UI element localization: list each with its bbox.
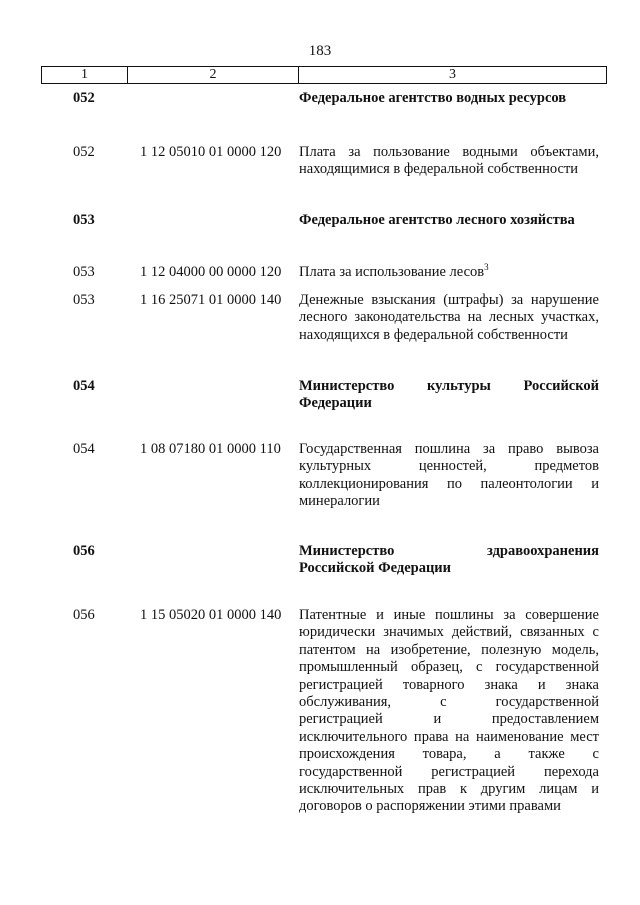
description-line: Федеральное агентство лесного хозяйства bbox=[299, 212, 575, 228]
admin-code: 056 bbox=[73, 607, 95, 623]
description-line: лесного законодательства на лесных участках, bbox=[299, 309, 599, 326]
description-line: договоров о распоряжении этими правами bbox=[299, 798, 561, 815]
revenue-description bbox=[299, 264, 599, 281]
description-line: государственной регистрацией перехода bbox=[299, 763, 599, 780]
description-line: находящимися в федеральной собственности bbox=[299, 161, 579, 178]
admin-code: 053 bbox=[73, 264, 95, 280]
admin-code: 056 bbox=[73, 543, 95, 559]
description-line: Государственная пошлина за право вывоза bbox=[299, 441, 599, 457]
description-line: Российской Федерации bbox=[299, 560, 452, 577]
agency-name bbox=[299, 543, 599, 578]
budget-classification-code: 1 12 04000 00 0000 120 bbox=[140, 264, 282, 280]
description-line: Министерство культуры Российской bbox=[299, 378, 599, 394]
header-col-1: 1 bbox=[42, 67, 128, 83]
header-col-3: 3 bbox=[449, 67, 456, 82]
description-line: минералогии bbox=[299, 493, 380, 510]
budget-classification-code: 1 12 05010 01 0000 120 bbox=[140, 144, 282, 160]
revenue-description bbox=[299, 607, 599, 816]
description-line: Плата за пользование водными объектами, bbox=[299, 144, 599, 160]
description-line: находящихся в федеральной собственности bbox=[299, 326, 568, 343]
description-line: регистрацией и предоставлением bbox=[299, 711, 599, 728]
description-line: Денежные взыскания (штрафы) за нарушение bbox=[299, 292, 599, 308]
description-line: исключительного права на наименование мест bbox=[299, 728, 599, 745]
description-line: промышленный образец, с государственной bbox=[299, 659, 599, 676]
budget-classification-code: 1 08 07180 01 0000 110 bbox=[140, 441, 281, 457]
description-line: регистрацией товарного знака и знака bbox=[299, 676, 599, 693]
description-line: культурных ценностей, предметов bbox=[299, 458, 599, 475]
admin-code: 054 bbox=[73, 441, 95, 457]
admin-code: 052 bbox=[73, 144, 95, 160]
agency-name bbox=[299, 212, 599, 229]
description-line: обслуживания, с государственной bbox=[299, 693, 599, 710]
page-number: 183 bbox=[308, 43, 332, 59]
description-line: юридически значимых действий, связанных с bbox=[299, 624, 599, 641]
admin-code: 053 bbox=[73, 292, 95, 308]
description-line: коллекционирования по палеонтологии и bbox=[299, 475, 599, 492]
description-line: Министерство здравоохранения bbox=[299, 543, 599, 559]
admin-code: 053 bbox=[73, 212, 95, 228]
description-line: Федерации bbox=[299, 395, 372, 412]
revenue-description bbox=[299, 144, 599, 179]
description-line: патентом на изобретение, полезную модель, bbox=[299, 641, 599, 658]
budget-classification-code: 1 16 25071 01 0000 140 bbox=[140, 292, 282, 308]
budget-classification-code: 1 15 05020 01 0000 140 bbox=[140, 607, 282, 623]
admin-code: 054 bbox=[73, 378, 95, 394]
agency-name bbox=[299, 378, 599, 413]
agency-name bbox=[299, 90, 599, 107]
revenue-description bbox=[299, 441, 599, 511]
admin-code: 052 bbox=[73, 90, 95, 106]
description-line: Плата за использование лесов$^3$ bbox=[299, 262, 489, 280]
revenue-description bbox=[299, 292, 599, 344]
description-line: Федеральное агентство водных ресурсов bbox=[299, 90, 567, 106]
description-line: исключительных прав к другим лицам и bbox=[299, 780, 599, 797]
table-header bbox=[41, 66, 607, 84]
footnote-marker: 3 bbox=[484, 262, 489, 272]
description-line: Патентные и иные пошлины за совершение bbox=[299, 607, 599, 623]
description-line: происхождения товара, а также с bbox=[299, 746, 599, 763]
header-col-2: 2 bbox=[128, 67, 299, 83]
